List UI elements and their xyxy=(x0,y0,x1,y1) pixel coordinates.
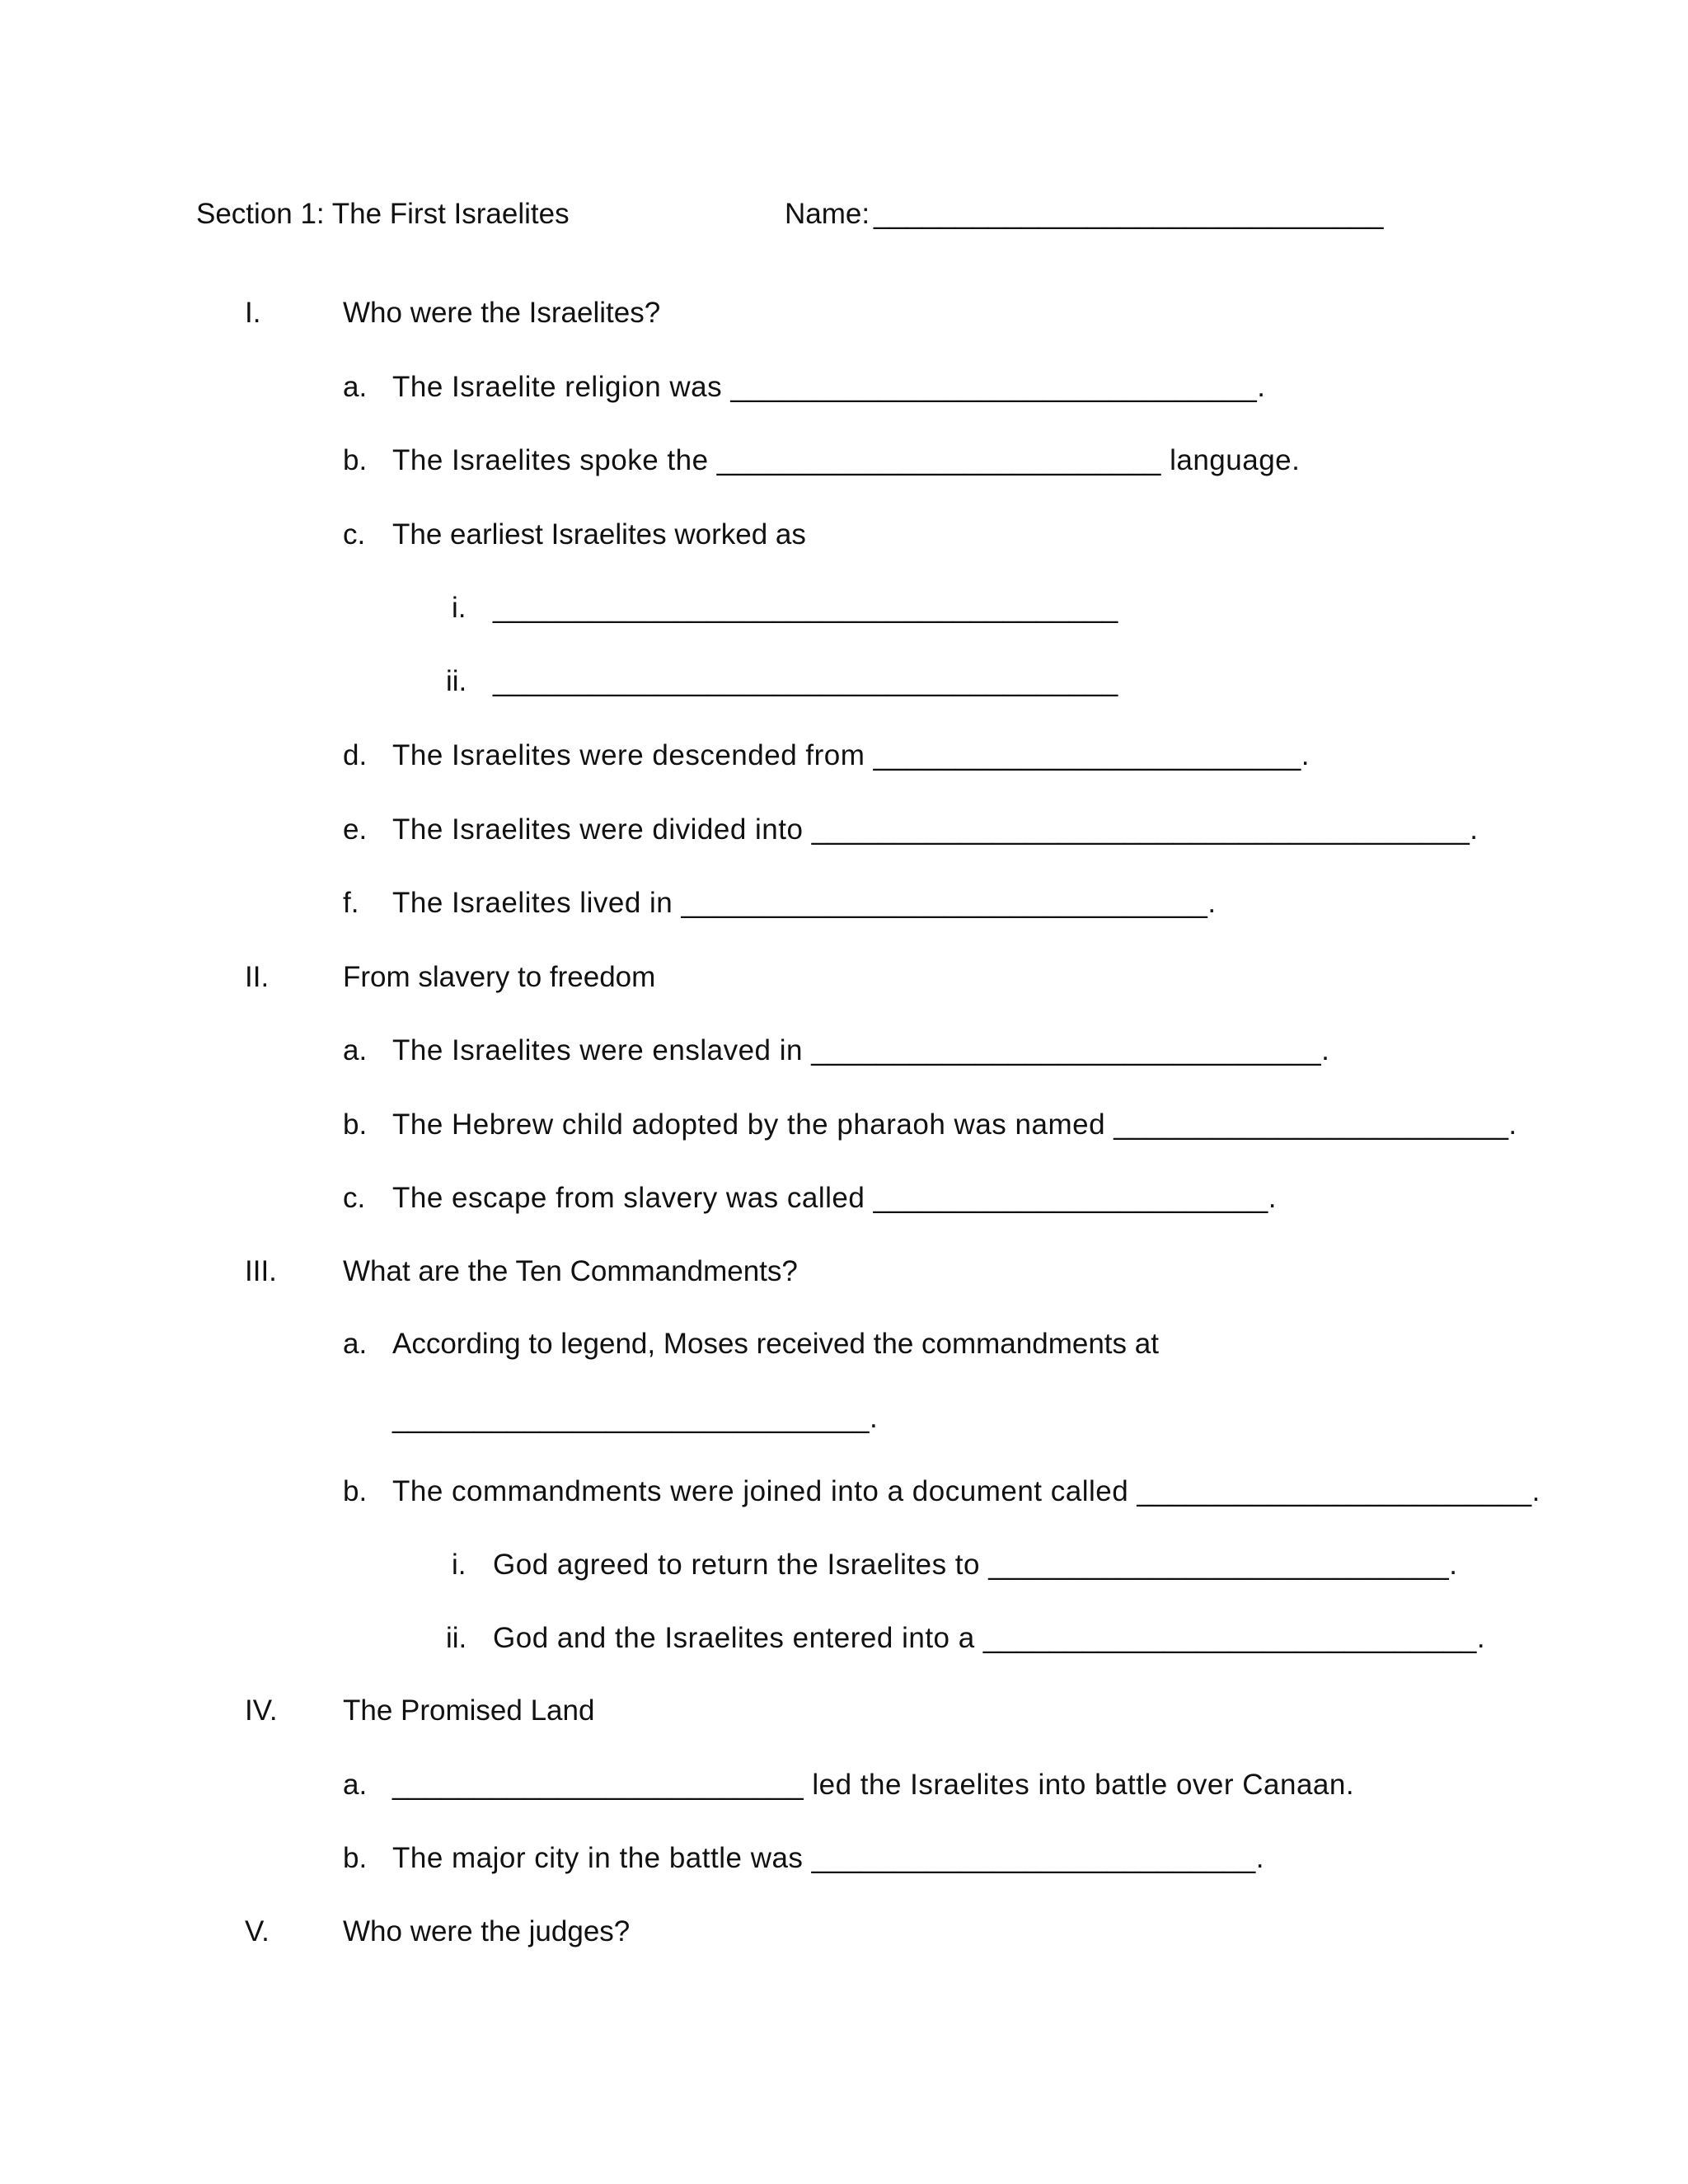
item-marker: b. xyxy=(343,1108,368,1141)
fill-in-item[interactable]: The Israelite religion was ________________________________. xyxy=(392,371,1266,403)
fill-in-item[interactable]: The Israelites were divided into ________________________________________. xyxy=(392,813,1479,846)
section-numeral: I. xyxy=(245,297,261,329)
section-numeral: V. xyxy=(245,1915,270,1947)
name-field[interactable]: _______________________________ xyxy=(874,198,1384,230)
fill-in-item[interactable]: The Israelites spoke the ___________________________ language. xyxy=(392,444,1301,476)
section-numeral: IV. xyxy=(245,1694,278,1727)
fill-in-blank[interactable]: ______________________________________ xyxy=(493,665,1118,697)
item-text: The earliest Israelites worked as xyxy=(392,518,806,551)
fill-in-item[interactable]: _________________________ led the Israelites into battle over Canaan. xyxy=(392,1769,1355,1801)
item-marker: e. xyxy=(343,813,368,846)
fill-in-item[interactable]: The commandments were joined into a document called ________________________. xyxy=(392,1475,1540,1507)
fill-in-blank[interactable]: ______________________________________ xyxy=(493,592,1118,624)
item-marker: f. xyxy=(343,887,359,919)
item-marker: c. xyxy=(343,1182,366,1214)
section-heading: The Promised Land xyxy=(343,1694,595,1727)
item-text: According to legend, Moses received the commandments at xyxy=(392,1328,1159,1360)
section-numeral: II. xyxy=(245,961,270,993)
item-marker: a. xyxy=(343,1328,368,1360)
section-title: Section 1: The First Israelites xyxy=(196,198,570,230)
item-marker: d. xyxy=(343,739,368,771)
fill-in-item[interactable]: The Israelites were descended from __________________________. xyxy=(392,739,1310,771)
subitem-marker: i. xyxy=(452,1549,467,1581)
item-marker: a. xyxy=(343,371,368,403)
fill-in-blank[interactable]: _____________________________. xyxy=(392,1402,879,1434)
fill-in-item[interactable]: The major city in the battle was ___________________________. xyxy=(392,1842,1264,1874)
name-label: Name: xyxy=(785,198,870,230)
section-heading: From slavery to freedom xyxy=(343,961,656,993)
section-heading: Who were the judges? xyxy=(343,1915,631,1947)
section-numeral: III. xyxy=(245,1255,277,1287)
fill-in-item[interactable]: God agreed to return the Israelites to ____________________________. xyxy=(493,1549,1458,1581)
subitem-marker: ii. xyxy=(446,665,467,697)
item-marker: a. xyxy=(343,1769,368,1801)
fill-in-item[interactable]: The Hebrew child adopted by the pharaoh was named ________________________. xyxy=(392,1108,1517,1141)
fill-in-item[interactable]: The Israelites lived in ________________________________. xyxy=(392,887,1217,919)
subitem-marker: i. xyxy=(452,592,467,624)
fill-in-item[interactable]: God and the Israelites entered into a ______________________________. xyxy=(493,1622,1486,1654)
item-marker: b. xyxy=(343,1842,368,1874)
item-marker: b. xyxy=(343,444,368,476)
fill-in-item[interactable]: The Israelites were enslaved in _______________________________. xyxy=(392,1034,1330,1066)
fill-in-item[interactable]: The escape from slavery was called ________________________. xyxy=(392,1182,1277,1214)
section-heading: What are the Ten Commandments? xyxy=(343,1255,798,1287)
item-marker: b. xyxy=(343,1475,368,1507)
section-heading: Who were the Israelites? xyxy=(343,297,661,329)
item-marker: c. xyxy=(343,518,366,551)
subitem-marker: ii. xyxy=(446,1622,467,1654)
item-marker: a. xyxy=(343,1034,368,1066)
